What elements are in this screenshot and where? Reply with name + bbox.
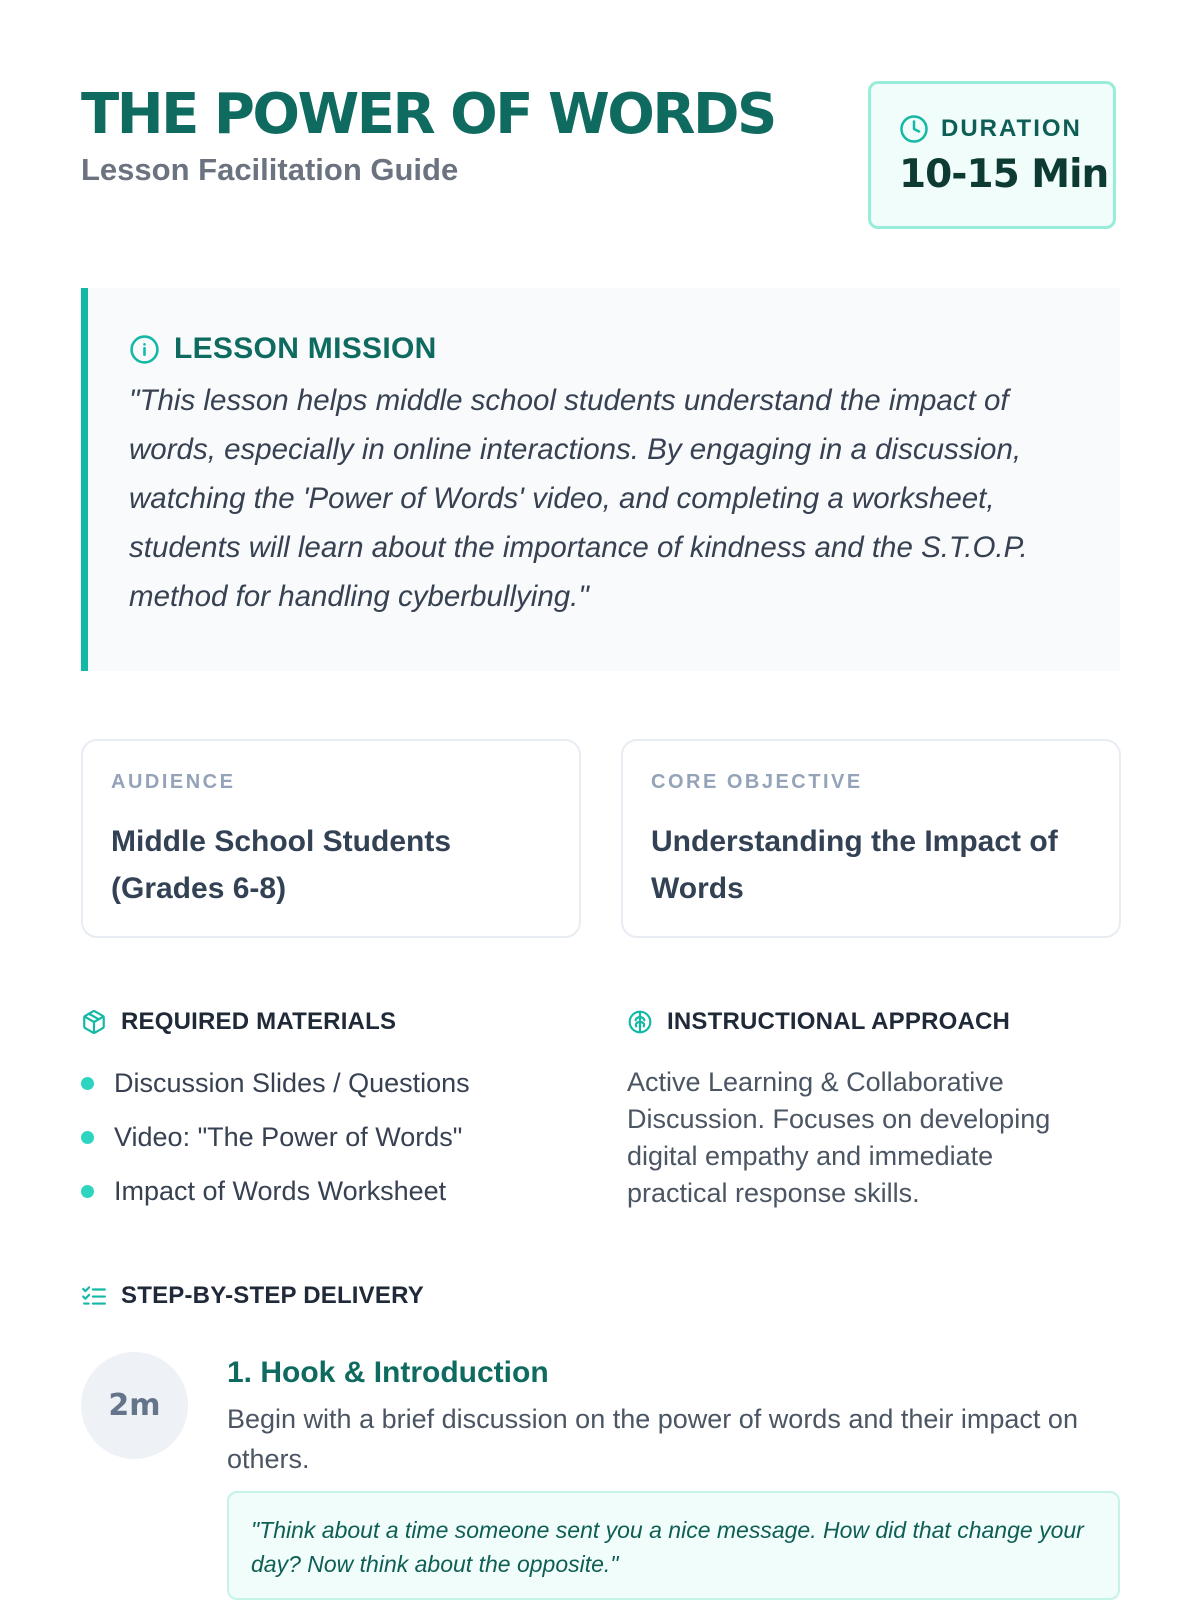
duration-card [868,81,1116,229]
step-prompt-quote: "Think about a time someone sent you a nice message. How did that change your day? Now think about the opposite." [227,1491,1120,1600]
materials-title: REQUIRED MATERIALS [121,1008,397,1035]
info-icon [129,334,160,365]
mission-heading [129,332,437,366]
objective-value: Understanding the Impact of Words [651,825,1058,905]
duration-value: 10-15 Min [899,152,1109,197]
checklist-icon [81,1283,107,1309]
list-item [81,1176,470,1230]
approach-title: INSTRUCTIONAL APPROACH [667,1008,1011,1035]
lesson-mission-panel [81,288,1120,671]
objective-label: CORE OBJECTIVE [651,771,863,793]
duration-label: DURATION [941,115,1082,142]
materials-list [81,1068,470,1230]
page-subtitle: Lesson Facilitation Guide [81,152,459,187]
audience-label: AUDIENCE [111,771,236,793]
delivery-title: STEP-BY-STEP DELIVERY [121,1282,424,1309]
material-label: Discussion Slides / Questions [114,1068,470,1098]
audience-card [81,739,581,938]
brain-icon [627,1009,653,1035]
material-label: Impact of Words Worksheet [114,1176,447,1206]
step-title: 1. Hook & Introduction [227,1356,549,1389]
lesson-guide-page [81,0,1120,1600]
list-item [81,1122,470,1176]
page-title: THE POWER OF WORDS [81,82,775,147]
objective-card [621,739,1121,938]
list-item [81,1068,470,1122]
mission-quote: "This lesson helps middle school students understand the impact of words, especially in online interactions. By engaging in a discussion, watching the 'Power of Words' video, and completing a worksheet, students will learn about the importance of kindness and the S.T.O.P. method for handling cyberbullying." [129,384,1028,613]
clock-icon [899,114,929,144]
audience-value: Middle School Students (Grades 6-8) [111,825,452,905]
bullet-dot [81,1077,94,1090]
delivery-heading [81,1282,424,1310]
bullet-dot [81,1131,94,1144]
box-icon [81,1009,107,1035]
approach-text: Active Learning & Collaborative Discussion. Focuses on developing digital empathy and immediate practical response skills. [627,1067,1051,1208]
step-time-badge: 2m [81,1352,188,1459]
material-label: Video: "The Power of Words" [114,1122,463,1152]
bullet-dot [81,1185,94,1198]
mission-title: LESSON MISSION [174,332,437,365]
step-description: Begin with a brief discussion on the power of words and their impact on others. [227,1404,1078,1474]
duration-label-row [899,114,1082,144]
approach-heading [627,1008,1010,1036]
materials-heading [81,1008,396,1036]
